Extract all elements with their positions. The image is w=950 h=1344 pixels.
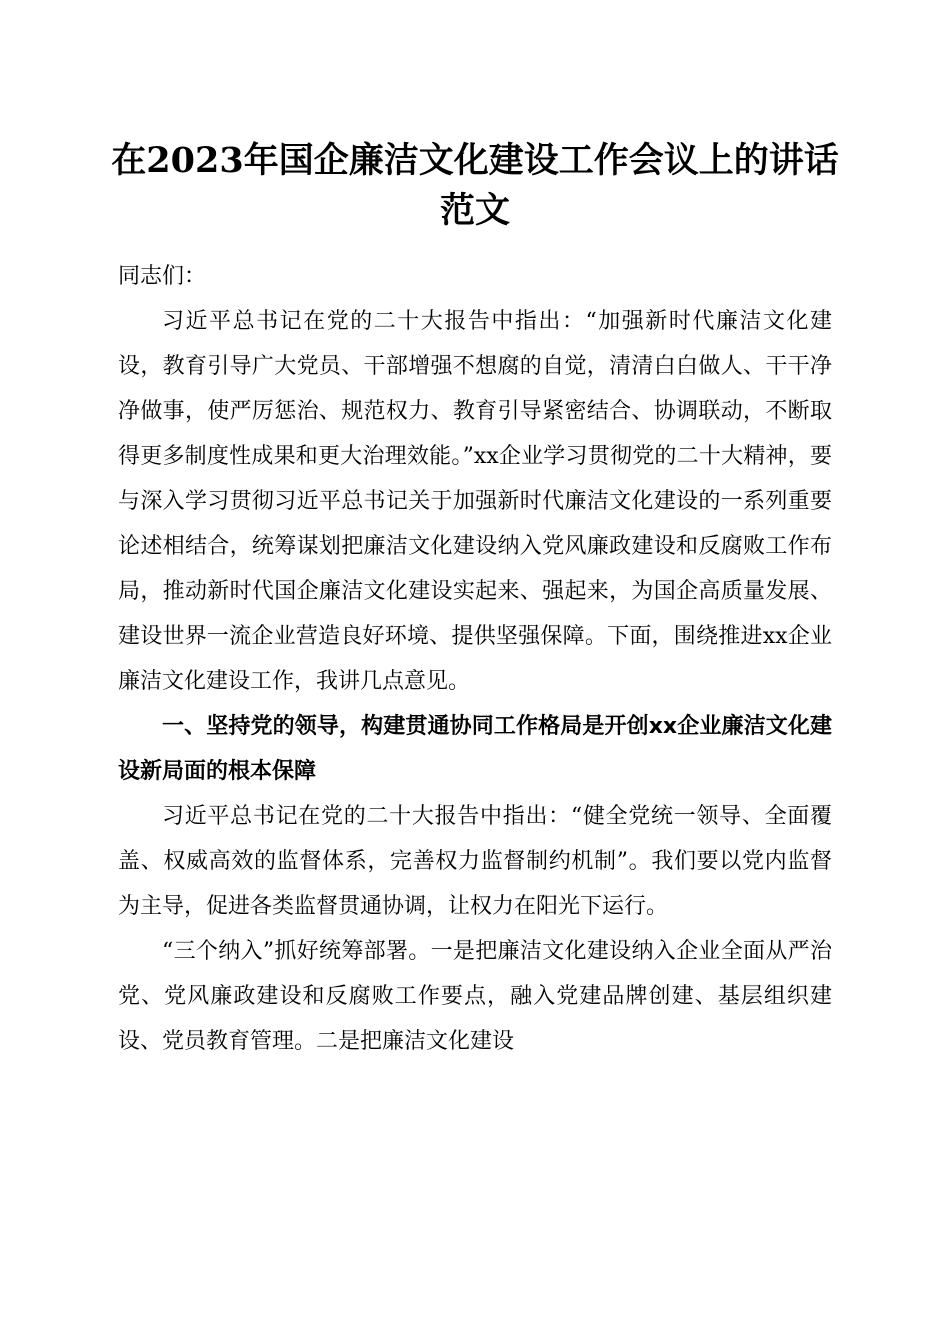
section1-paragraph-2: “三个纳入”抓好统筹部署。一是把廉洁文化建设纳入企业全面从严治党、党风廉政建设和反腐败工作要点，融入党建品牌创建、基层组织建设、党员教育管理。二是把廉洁文化建设 xyxy=(118,939,832,1054)
salutation: 同志们： xyxy=(118,264,207,289)
section1-paragraph-1: 习近平总书记在党的二十大报告中指出：“健全党统一领导、全面覆盖、权威高效的监督体系，完善权力监督制约机制”。我们要以党内监督为主导，促进各类监督贯通协调，让权力在阳光下运行。 xyxy=(118,804,832,919)
document-title: 在2023年国企廉洁文化建设工作会议上的讲话范文 xyxy=(111,140,839,231)
section-heading-1: 一、坚持党的领导，构建贯通协同工作格局是开创xx企业廉洁文化建设新局面的根本保障 xyxy=(118,714,832,784)
document-body xyxy=(118,254,832,1064)
intro-paragraph: 习近平总书记在党的二十大报告中指出：“加强新时代廉洁文化建设，教育引导广大党员、干部增强不想腐的自觉，清清白白做人、干干净净做事，使严厉惩治、规范权力、教育引导紧密结合、协调联动，不断取得更多制度性成果和更大治理效能。”xx企业学习贯彻党的二十大精神，要与深入学习贯彻习近平总书记关于加强新时代廉洁文化建设的一系列重要论述相结合，统筹谋划把廉洁文化建设纳入党风廉政建设和反腐败工作布局，推动新时代国企廉洁文化建设实起来、强起来，为国企高质量发展、建设世界一流企业营造良好环境、提供坚强保障。下面，围绕推进xx企业廉洁文化建设工作，我讲几点意见。 xyxy=(118,309,832,694)
